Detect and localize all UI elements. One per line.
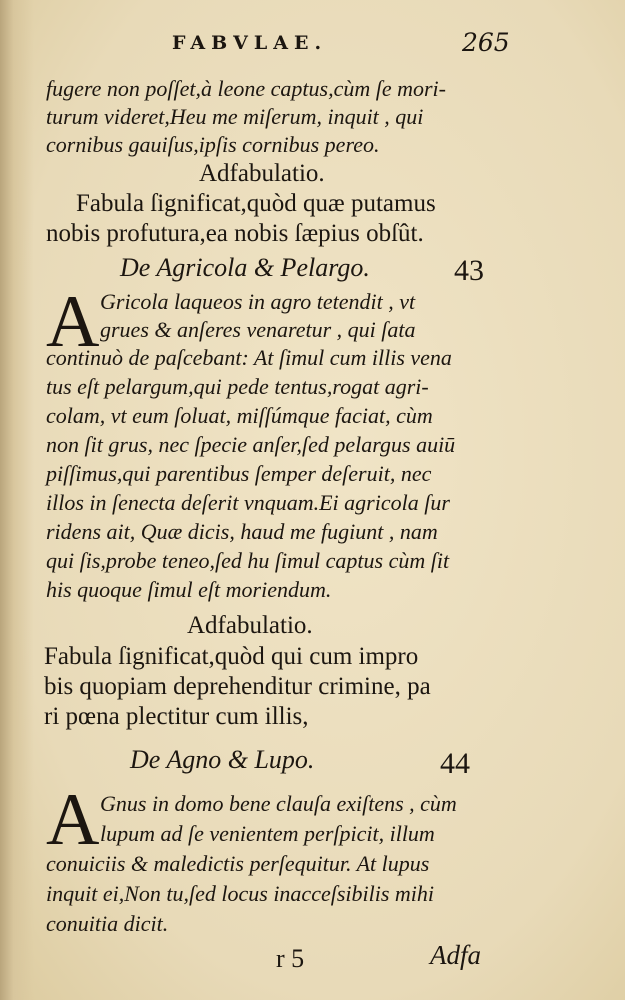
signature-mark: r 5 [276,944,305,973]
text-line: ridens ait, Quæ dicis, haud me fugiunt , nam [46,519,438,544]
adfabulatio-title: Adfabulatio. [199,160,325,187]
drop-capital: A [46,779,100,861]
text-line: his quoque ſimul eſt moriendum. [46,577,332,602]
text-line: grues & anſeres venaretur , qui ſata [100,317,416,342]
text-line: Gnus in domo bene clauſa exiſtens , cùm [100,791,457,816]
text-line: tus eſt pelargum,qui pede tentus,rogat agri- [46,374,429,399]
text-line: bis quopiam deprehenditur crimine, pa [44,673,431,700]
text-line: ri pœna plectitur cum illis, [44,703,309,730]
text-line: non ſit grus, nec ſpecie anſer,ſed pelargus auiū [46,432,456,457]
text-line: fugere non poſſet,à leone captus,cùm ſe mori- [46,76,446,101]
text-line: illos in ſenecta deſerit vnquam.Ei agricola ſur [46,490,450,515]
text-line: nobis profutura,ea nobis ſæpius obſût. [46,220,424,247]
fable-heading: De Agno & Lupo. [130,745,315,774]
text-line: turum videret,Heu me miſerum, inquit , qui [46,104,424,129]
adfabulatio-title: Adfabulatio. [187,612,313,639]
text-line: inquit ei,Non tu,ſed locus inacceſsibilis mihi [46,881,435,906]
running-head: FABVLAE. [172,32,328,54]
binding-shadow [0,0,34,1000]
fable-heading: De Agricola & Pelargo. [120,253,370,282]
text-line: Fabula ſignificat,quòd qui cum impro [44,643,419,670]
page-number: 265 [462,28,510,57]
text-line: lupum ad ſe venientem perſpicit, illum [100,821,435,846]
text-line: Gricola laqueos in agro tetendit , vt [100,289,416,314]
text-line: Fabula ſignificat,quòd quæ putamus [76,190,436,217]
text-line: cornibus gauiſus,ipſis cornibus pereo. [46,132,380,157]
fable-number: 44 [440,747,470,780]
text-line: conuiciis & maledictis perſequitur. At lupus [46,851,430,876]
fable-number: 43 [454,254,484,287]
drop-capital: A [46,281,100,363]
text-line: piſſimus,qui parentibus ſemper deſeruit, nec [46,461,432,486]
catchword: Adfa [430,940,481,970]
text-line: qui ſis,probe teneo,ſed hu ſimul captus cùm ſit [46,548,450,573]
text-line: conuitia dicit. [46,911,169,936]
text-line: continuò de paſcebant: At ſimul cum illis vena [46,345,452,370]
text-line: colam, vt eum ſoluat, miſſúmque faciat, cùm [46,403,433,428]
